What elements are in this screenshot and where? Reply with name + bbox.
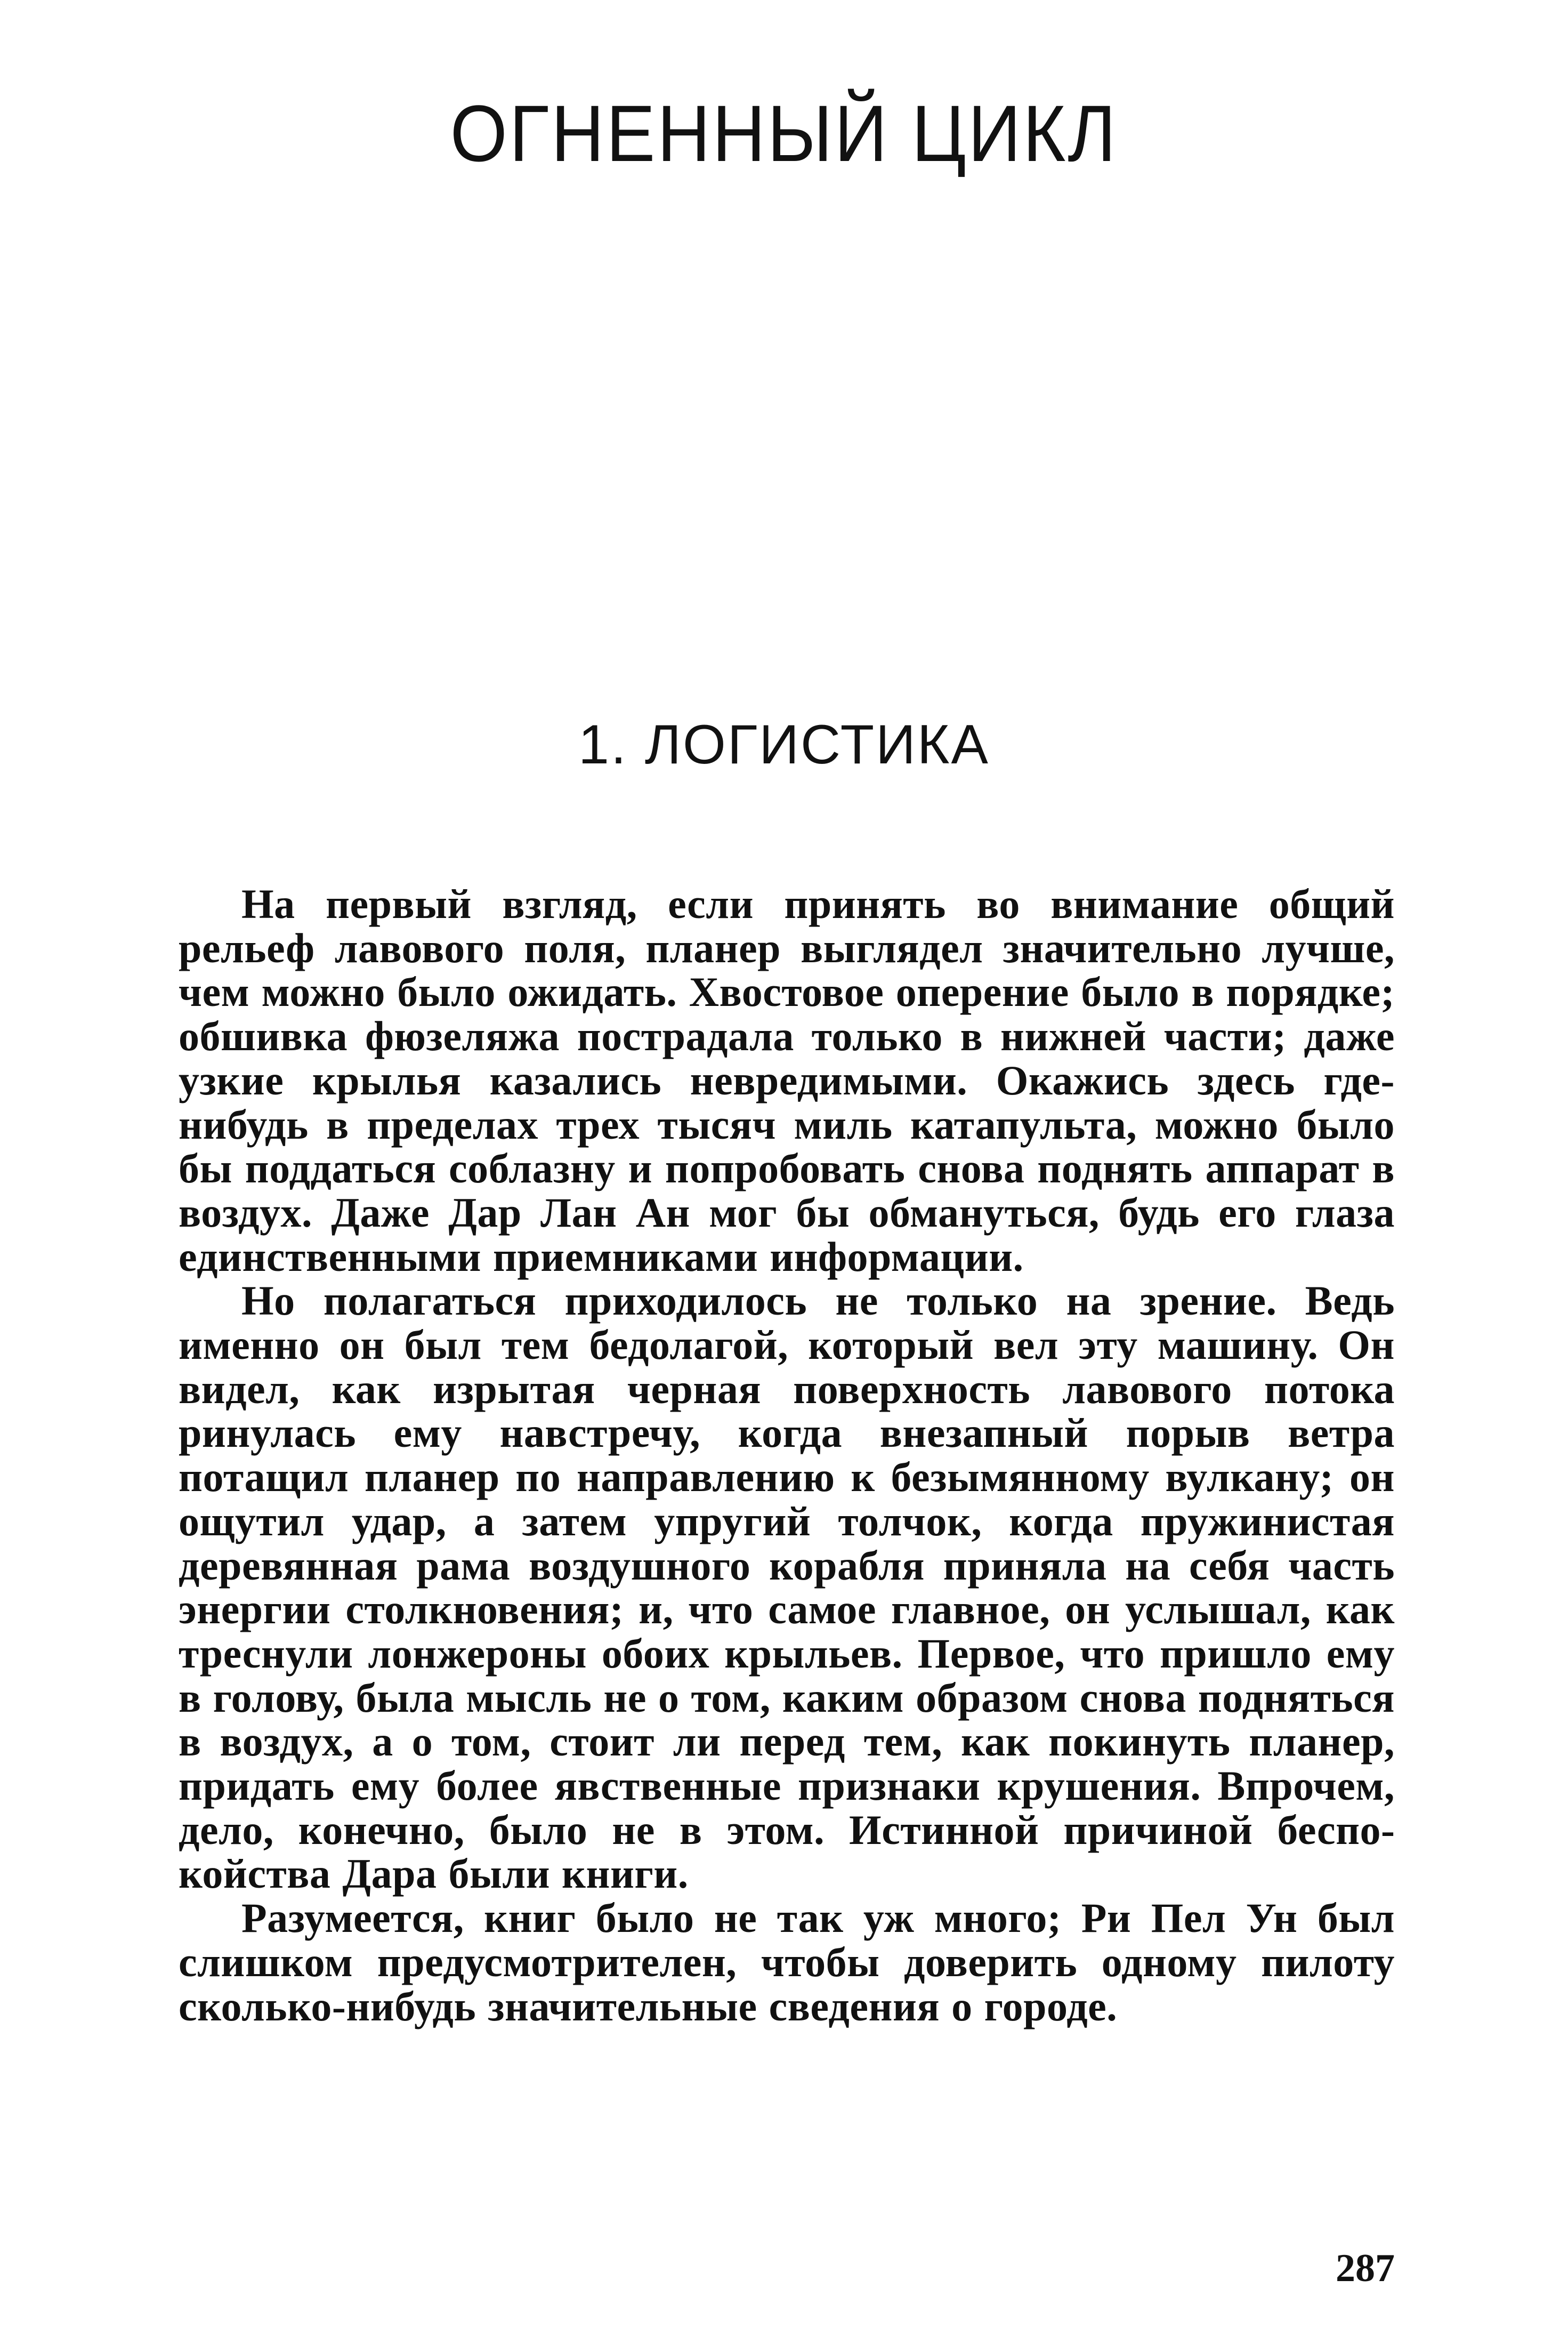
- paragraph: На первый взгляд, если принять во внимание общий рельеф лавового поля, планер выглядел значительно лучше, чем можно было ожидать. Хвостовое оперение было в порядке; обшивка фюзеляжа пострадала только в нижней части; даже узкие крылья казались невредимыми. Окажись здесь где-нибудь в пределах трех тысяч миль катапульта, можно было бы поддаться соблазну и попробовать снова поднять аппарат в воздух. Даже Дар Лан Ан мог бы обмануться, будь его глаза единственными приемниками информации.: [179, 881, 1395, 1280]
- body-text: [179, 882, 1395, 2028]
- page-number: 287: [1336, 2246, 1395, 2290]
- paragraph: Разумеется, книг было не так уж много; Ри Пел Ун был слишком предусмотрителен, чтобы доверить одному пилоту сколько-нибудь значительные сведения о городе.: [179, 1895, 1395, 2029]
- paragraph: Но полагаться приходилось не только на зрение. Ведь именно он был тем бедолагой, который вел эту машину. Он видел, как изрытая черная поверхность лавового потока ринулась ему навстречу, когда внезапный порыв ветра потащил планер по направлению к безымянному вулкану; он ощутил удар, а затем упругий толчок, когда пружинистая деревянная рама воздушного корабля приняла на себя часть энергии столкновения; и, что самое главное, он услышал, как треснули лонжероны обоих крыльев. Первое, что пришло ему в голову, была мысль не о том, каким образом снова подняться в воздух, а о том, стоит ли перед тем, как покинуть планер, придать ему более явственные признаки крушения. Впрочем, дело, конечно, было не в этом. Истинной причиной беспокойства Дара были книги.: [179, 1277, 1395, 1897]
- chapter-title: 1. ЛОГИСТИКА: [578, 714, 990, 776]
- book-title: ОГНЕННЫЙ ЦИКЛ: [450, 88, 1118, 178]
